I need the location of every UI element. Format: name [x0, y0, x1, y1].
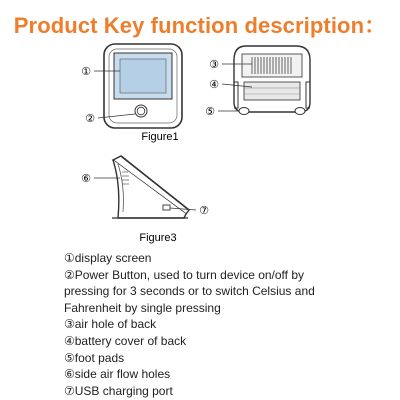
description-usb-port: ⑦USB charging port	[64, 383, 173, 398]
device-front-view	[104, 44, 182, 128]
device-back-view	[234, 46, 310, 115]
description-side-air-flow: ⑥side air flow holes	[64, 367, 171, 382]
figure1-caption: Figure1	[141, 131, 179, 143]
description-power-button-line2: pressing for 3 seconds or to switch Celsius and	[64, 284, 315, 299]
svg-text:③: ③	[209, 59, 219, 71]
description-display-screen: ①display screen	[64, 251, 152, 265]
description-foot-pads: ⑤foot pads	[64, 350, 125, 365]
svg-text:④: ④	[209, 79, 219, 91]
key-function-list	[64, 250, 394, 399]
description-power-button-line3: Fahrenheit by single pressing	[64, 300, 221, 315]
description-air-hole: ③air hole of back	[64, 317, 157, 332]
svg-text:⑤: ⑤	[205, 106, 215, 118]
svg-text:⑥: ⑥	[81, 173, 91, 185]
callout-5-foot-pads	[205, 106, 239, 118]
svg-text:①: ①	[81, 66, 91, 78]
page-title: Product Key function description：	[13, 13, 387, 38]
callout-6-side-air-flow-holes	[81, 173, 120, 185]
svg-text:②: ②	[85, 113, 95, 125]
description-battery-cover: ④battery cover of back	[64, 333, 187, 348]
figure3-caption: Figure3	[139, 232, 177, 244]
description-power-button-line1: ②Power Button, used to turn device on/off by	[64, 267, 305, 282]
svg-text:⑦: ⑦	[199, 205, 209, 217]
